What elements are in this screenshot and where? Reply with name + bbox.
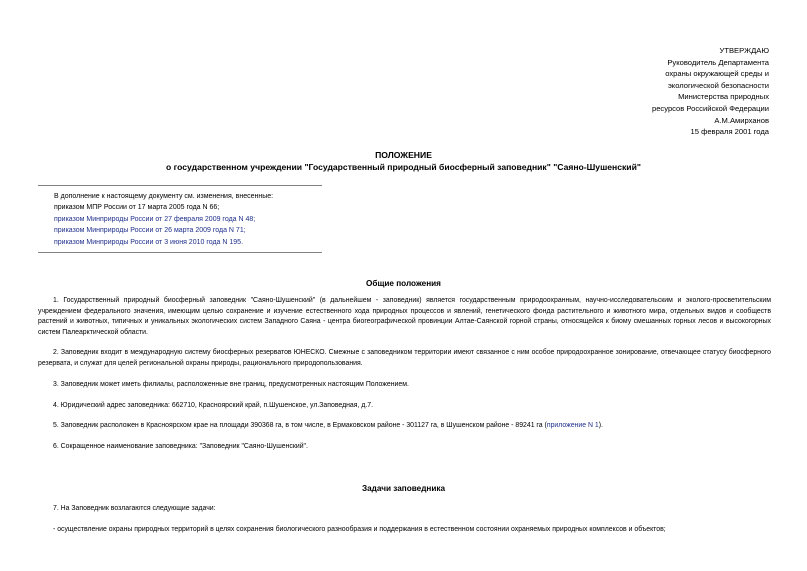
section-heading-tasks: Задачи заповедника — [361, 484, 446, 493]
title-line-1: ПОЛОЖЕНИЕ — [375, 150, 432, 160]
approval-line: охраны окружающей среды и — [665, 69, 769, 79]
approval-line: А.М.Амирханов — [714, 115, 769, 125]
paragraph-1: 1. Государственный природный биосферный заповедник "Саяно-Шушенский" (в дальнейшем - заповедник) является государственным природоохранным, научно-исследовательским и эколого-просветительским учреждением федерального значения, имеющим целью сохранение и изучение естественного хода природных процессов и явлений, генетического фонда растительного и животного мира, отдельных видов и сообществ растений и животных, типичных и уникальных экологических систем Западного Саяна - центра биогеографической провинции Алтае-Саянской горной страны, относящейся к биому смешанных горных лесов и высокогорных систем Палеарктической области. — [38, 297, 771, 336]
changes-box — [38, 185, 322, 253]
paragraph-7: 7. На Заповедник возлагаются следующие задачи: — [53, 505, 216, 512]
paragraph-3: 3. Заповедник может иметь филиалы, расположенные вне границ, предусмотренных настоящим Положением. — [53, 381, 409, 388]
changes-intro: В дополнение к настоящему документу см. изменения, внесенные: — [54, 193, 274, 200]
section-heading-general: Общие положения — [366, 279, 441, 288]
task-bullet-1: - осуществление охраны природных территорий в целях сохранения биологического разнообразия и поддержания в естественном состоянии охраняемых природных комплексов и объектов; — [53, 526, 666, 533]
approval-line: УТВЕРЖДАЮ — [719, 46, 769, 55]
appendix-link[interactable]: приложение N 1 — [546, 422, 599, 429]
approval-line: Руководитель Департамента — [667, 57, 769, 67]
approval-line: ресурсов Российской Федерации — [651, 103, 769, 113]
changes-link[interactable]: приказом Минприроды России от 27 февраля 2009 года N 48; — [54, 215, 256, 223]
paragraph-5-text: 5. Заповедник расположен в Красноярском крае на площади 390368 га, в том числе, в Ермаковском районе - 301127 га, в Шушенском районе - 89241 га ( — [53, 422, 547, 429]
paragraph-6: 6. Сокращенное наименование заповедника: "Заповедник "Саяно-Шушенский". — [53, 443, 308, 450]
approval-stamp — [549, 45, 769, 138]
paragraph-5 — [38, 421, 771, 432]
approval-line: экологической безопасности — [667, 80, 769, 90]
approval-line: Министерства природных — [678, 92, 769, 102]
paragraph-5-end: ). — [598, 422, 603, 429]
paragraph-2: 2. Заповедник входит в международную систему биосферных резерватов ЮНЕСКО. Смежные с заповедником территории имеют связанное с ним особое природоохранное зонирование, отвечающее статусу биосферного резервата, и служат для целей региональной охраны природы, рационального природопользования. — [38, 349, 771, 367]
document-title — [0, 149, 807, 173]
paragraph-4: 4. Юридический адрес заповедника: 662710, Красноярский край, п.Шушенское, ул.Заповедная, д.7. — [53, 402, 373, 409]
changes-link[interactable]: приказом Минприроды России от 3 июня 2010 года N 195. — [54, 238, 244, 246]
approval-date: 15 февраля 2001 года — [690, 127, 769, 137]
changes-link[interactable]: приказом Минприроды России от 26 марта 2009 года N 71; — [54, 227, 246, 235]
title-line-2: о государственном учреждении "Государственный природный биосферный заповедник" "Саяно-Шушенский" — [166, 162, 641, 172]
changes-item: приказом МПР России от 17 марта 2005 года N 66; — [54, 204, 220, 212]
